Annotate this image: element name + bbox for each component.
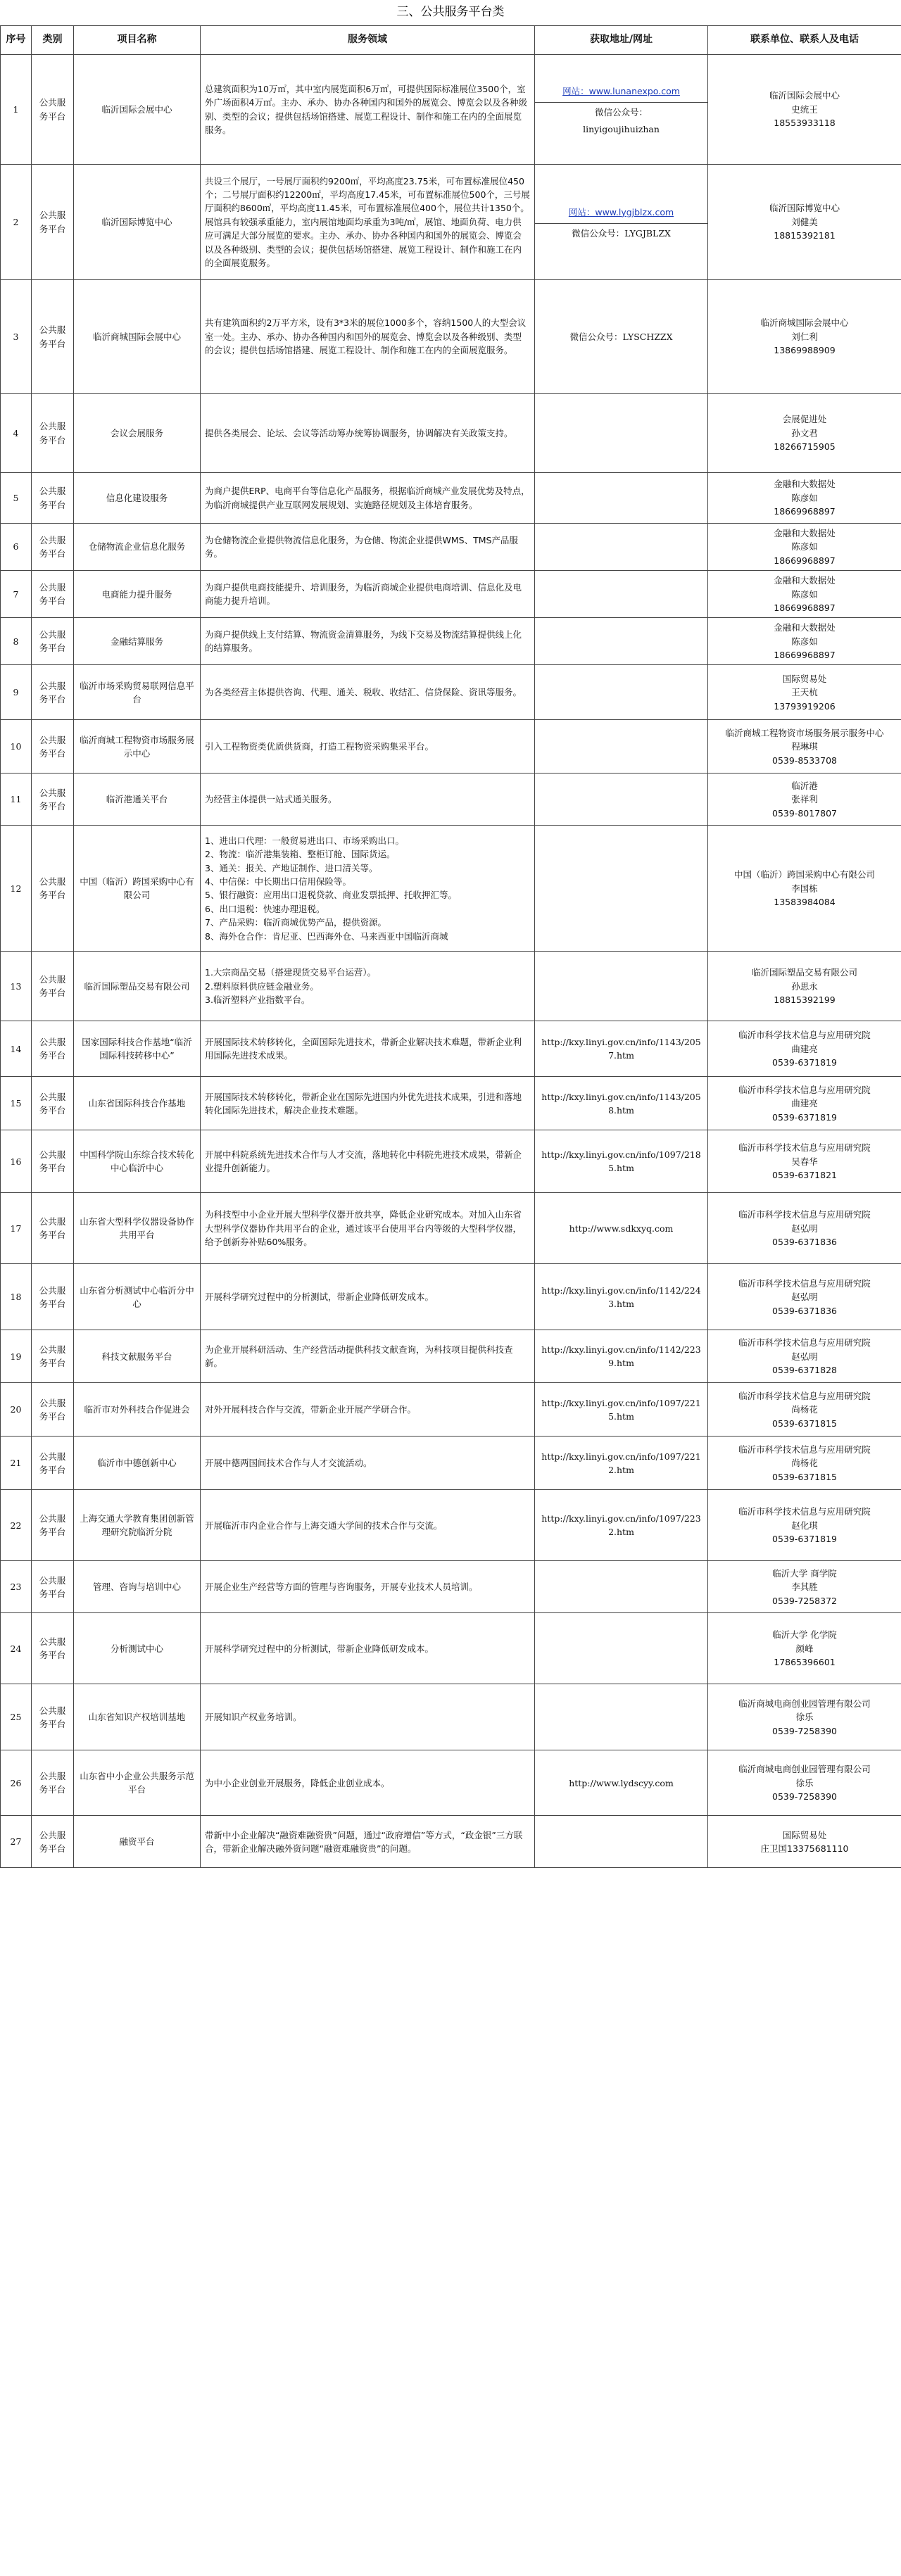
row-service-field: 开展国际技术转移转化，全面国际先进技术，带新企业解决技术难题，带新企业利用国际先进技术成果。 [201, 1021, 535, 1077]
row-category: 公共服务平台 [32, 1264, 74, 1330]
table-row [1, 618, 901, 665]
row-category: 公共服务平台 [32, 826, 74, 952]
table-row [1, 1130, 901, 1193]
row-contact: 金融和大数据处 陈彦如 18669968897 [708, 618, 901, 665]
table-row [1, 1613, 901, 1684]
wechat-account: 微信公众号：LYSCHZZX [569, 331, 673, 342]
table-row [1, 952, 901, 1021]
row-index: 4 [1, 394, 32, 473]
row-project-name: 分析测试中心 [74, 1613, 201, 1684]
row-index: 26 [1, 1750, 32, 1816]
row-project-name: 中国（临沂）跨国采购中心有限公司 [74, 826, 201, 952]
row-category: 公共服务平台 [32, 1193, 74, 1264]
row-index: 6 [1, 524, 32, 571]
row-url [535, 524, 708, 571]
row-contact: 临沂市科学技术信息与应用研究院 吴春华 0539-6371821 [708, 1130, 901, 1193]
row-category: 公共服务平台 [32, 1383, 74, 1437]
table-row [1, 1816, 901, 1868]
row-contact: 临沂国际塑品交易有限公司 孙思永 18815392199 [708, 952, 901, 1021]
row-contact: 临沂大学 商学院 李其胜 0539-7258372 [708, 1561, 901, 1613]
row-index: 16 [1, 1130, 32, 1193]
row-index: 25 [1, 1684, 32, 1750]
row-category: 公共服务平台 [32, 1021, 74, 1077]
row-service-field: 为商户提供ERP、电商平台等信息化产品服务，根据临沂商城产业发展优势及特点，为临沂商城提供产业互联网发展规划、实施路径规划及主体培育服务。 [201, 473, 535, 524]
row-url [535, 1077, 708, 1130]
header-service-field: 服务领域 [201, 26, 535, 55]
table-row [1, 280, 901, 394]
row-contact: 临沂商城电商创业园管理有限公司 徐乐 0539-7258390 [708, 1684, 901, 1750]
row-contact: 临沂市科学技术信息与应用研究院 曲建亮 0539-6371819 [708, 1021, 901, 1077]
row-project-name: 会议会展服务 [74, 394, 201, 473]
row-url [535, 774, 708, 826]
row-url [535, 720, 708, 774]
row-category: 公共服务平台 [32, 774, 74, 826]
row-url [535, 473, 708, 524]
row-project-name: 临沂市对外科技合作促进会 [74, 1383, 201, 1437]
row-category: 公共服务平台 [32, 473, 74, 524]
table-row [1, 1077, 901, 1130]
row-url [535, 1193, 708, 1264]
row-category: 公共服务平台 [32, 618, 74, 665]
row-service-field: 引入工程物资类优质供货商，打造工程物资采购集采平台。 [201, 720, 535, 774]
row-project-name: 管理、咨询与培训中心 [74, 1561, 201, 1613]
row-service-field: 为商户提供线上支付结算、物流资金清算服务，为线下交易及物流结算提供线上化的结算服务。 [201, 618, 535, 665]
row-url [535, 1330, 708, 1383]
table-row [1, 665, 901, 720]
row-category: 公共服务平台 [32, 1490, 74, 1561]
wechat-label: 微信公众号： [594, 107, 648, 118]
table-row [1, 571, 901, 618]
row-service-field: 为科技型中小企业开展大型科学仪器开放共享，降低企业研究成本。对加入山东省大型科学仪器协作共用平台的企业，通过该平台使用平台内等级的大型科学仪器，给予创新券补贴60%服务。 [201, 1193, 535, 1264]
table-row [1, 394, 901, 473]
row-contact: 临沂大学 化学院 颜峰 17865396601 [708, 1613, 901, 1684]
row-project-name: 临沂商城工程物资市场服务展示中心 [74, 720, 201, 774]
table-row [1, 165, 901, 280]
row-service-field: 开展中德两国间技术合作与人才交流活动。 [201, 1437, 535, 1490]
url-text[interactable]: http://kxy.linyi.gov.cn/info/1142/2243.htm [541, 1284, 701, 1309]
row-category: 公共服务平台 [32, 524, 74, 571]
row-index: 19 [1, 1330, 32, 1383]
row-project-name: 融资平台 [74, 1816, 201, 1868]
url-text[interactable]: http://kxy.linyi.gov.cn/info/1143/2057.htm [541, 1037, 701, 1061]
row-category: 公共服务平台 [32, 1330, 74, 1383]
row-index: 24 [1, 1613, 32, 1684]
row-category: 公共服务平台 [32, 665, 74, 720]
row-category: 公共服务平台 [32, 720, 74, 774]
row-project-name: 山东省国际科技合作基地 [74, 1077, 201, 1130]
header-project-name: 项目名称 [74, 26, 201, 55]
row-project-name: 上海交通大学教育集团创新管理研究院临沂分院 [74, 1490, 201, 1561]
table-row [1, 524, 901, 571]
row-project-name: 临沂市中德创新中心 [74, 1437, 201, 1490]
row-service-field: 开展知识产权业务培训。 [201, 1684, 535, 1750]
row-contact: 临沂市科学技术信息与应用研究院 曲建亮 0539-6371819 [708, 1077, 901, 1130]
row-index: 3 [1, 280, 32, 394]
row-category: 公共服务平台 [32, 1613, 74, 1684]
row-contact: 临沂市科学技术信息与应用研究院 赵化琪 0539-6371819 [708, 1490, 901, 1561]
table-header-row [1, 26, 901, 55]
url-text[interactable]: http://kxy.linyi.gov.cn/info/1143/2058.htm [541, 1091, 701, 1116]
row-category: 公共服务平台 [32, 1077, 74, 1130]
row-contact: 临沂商城国际会展中心 刘仁利 13869988909 [708, 280, 901, 394]
table-row [1, 1264, 901, 1330]
row-service-field: 共有建筑面积约2万平方米，设有3*3米的展位1000多个，容纳1500人的大型会议室一处。主办、承办、协办各种国内和国外的展览会、博览会以及各种级别、类型的会议；提供包括场馆搭建、展览工程设计、制作和施工在内的全面展览服务。 [201, 280, 535, 394]
row-category: 公共服务平台 [32, 165, 74, 280]
row-url [535, 1684, 708, 1750]
row-service-field: 共设三个展厅，一号展厅面积约9200㎡，平均高度23.75米，可布置标准展位450个；二号展厅面积约12200㎡，平均高度17.45米，可布置标准展位500个，三号展厅面积约8600㎡，平均高度11.45米，可布置标准展位400个，展位共计1350个。展馆具有较强承重能力，室内展馆地面均承重为3吨/㎡，展馆、地面负荷、电力供应可满足大部分展览的要求。主办、承办、协办各种国内和国外的展览会、博览会以及各种级别、类型的会议；提供包括场馆搭建、展览工程设计、制作和施工在内的全面展览服务。 [201, 165, 535, 280]
row-url [535, 1383, 708, 1437]
cell-divider [535, 102, 708, 103]
table-row [1, 720, 901, 774]
row-project-name: 仓储物流企业信息化服务 [74, 524, 201, 571]
row-index: 12 [1, 826, 32, 952]
url-text[interactable]: http://kxy.linyi.gov.cn/info/1097/2185.htm [541, 1149, 701, 1174]
row-url [535, 165, 708, 280]
row-index: 13 [1, 952, 32, 1021]
row-category: 公共服务平台 [32, 571, 74, 618]
row-url [535, 394, 708, 473]
table-row [1, 1330, 901, 1383]
wechat-account: 微信公众号：LYGJBLZX [572, 228, 671, 239]
row-project-name: 电商能力提升服务 [74, 571, 201, 618]
row-contact: 临沂港 张祥利 0539-8017807 [708, 774, 901, 826]
row-index: 23 [1, 1561, 32, 1613]
row-service-field: 对外开展科技合作与交流，带新企业开展产学研合作。 [201, 1383, 535, 1437]
row-url [535, 618, 708, 665]
url-text[interactable]: http://www.sdkxyq.com [569, 1223, 674, 1234]
row-contact: 金融和大数据处 陈彦如 18669968897 [708, 524, 901, 571]
table-row [1, 1750, 901, 1816]
row-service-field: 开展科学研究过程中的分析测试，带新企业降低研发成本。 [201, 1613, 535, 1684]
table-row [1, 1021, 901, 1077]
row-category: 公共服务平台 [32, 1561, 74, 1613]
row-url [535, 1264, 708, 1330]
row-project-name: 中国科学院山东综合技术转化中心临沂中心 [74, 1130, 201, 1193]
row-project-name: 金融结算服务 [74, 618, 201, 665]
row-contact: 临沂市科学技术信息与应用研究院 尚杨花 0539-6371815 [708, 1437, 901, 1490]
row-url [535, 280, 708, 394]
row-contact: 临沂市科学技术信息与应用研究院 赵弘明 0539-6371836 [708, 1264, 901, 1330]
row-category: 公共服务平台 [32, 394, 74, 473]
row-service-field: 开展中科院系统先进技术合作与人才交流，落地转化中科院先进技术成果，带新企业提升创新能力。 [201, 1130, 535, 1193]
row-category: 公共服务平台 [32, 952, 74, 1021]
row-url [535, 1437, 708, 1490]
table-row [1, 774, 901, 826]
row-project-name: 山东省分析测试中心临沂分中心 [74, 1264, 201, 1330]
row-contact: 中国（临沂）跨国采购中心有限公司 李国栋 13583984084 [708, 826, 901, 952]
row-contact: 临沂市科学技术信息与应用研究院 赵弘明 0539-6371828 [708, 1330, 901, 1383]
row-service-field: 为经营主体提供一站式通关服务。 [201, 774, 535, 826]
url-text[interactable]: http://www.lydscyy.com [569, 1777, 674, 1788]
row-service-field: 开展国际技术转移转化，带新企业在国际先进国内外优先进技术成果，引进和落地转化国际先进技术，解决企业技术难题。 [201, 1077, 535, 1130]
row-project-name: 信息化建设服务 [74, 473, 201, 524]
row-service-field: 开展企业生产经营等方面的管理与咨询服务，开展专业技术人员培训。 [201, 1561, 535, 1613]
row-contact: 国际贸易处 庄卫国13375681110 [708, 1816, 901, 1868]
website-link[interactable]: 网站：www.lunanexpo.com [562, 85, 680, 96]
table-row [1, 473, 901, 524]
row-service-field: 为商户提供电商技能提升、培训服务，为临沂商城企业提供电商培训、信息化及电商能力提升培训。 [201, 571, 535, 618]
table-row [1, 1561, 901, 1613]
row-project-name: 山东省大型科学仪器设备协作共用平台 [74, 1193, 201, 1264]
row-project-name: 临沂国际博览中心 [74, 165, 201, 280]
row-index: 14 [1, 1021, 32, 1077]
platform-table [0, 25, 901, 1868]
row-url [535, 1490, 708, 1561]
url-text[interactable]: http://kxy.linyi.gov.cn/info/1142/2239.htm [541, 1344, 701, 1369]
row-category: 公共服务平台 [32, 1816, 74, 1868]
row-project-name: 科技文献服务平台 [74, 1330, 201, 1383]
row-index: 10 [1, 720, 32, 774]
row-index: 15 [1, 1077, 32, 1130]
row-category: 公共服务平台 [32, 1130, 74, 1193]
row-project-name: 临沂国际塑品交易有限公司 [74, 952, 201, 1021]
row-contact: 金融和大数据处 陈彦如 18669968897 [708, 473, 901, 524]
table-row [1, 826, 901, 952]
row-service-field: 开展临沂市内企业合作与上海交通大学间的技术合作与交流。 [201, 1490, 535, 1561]
row-project-name: 临沂港通关平台 [74, 774, 201, 826]
row-index: 8 [1, 618, 32, 665]
row-category: 公共服务平台 [32, 1437, 74, 1490]
row-index: 27 [1, 1816, 32, 1868]
row-project-name: 临沂商城国际会展中心 [74, 280, 201, 394]
table-row [1, 1684, 901, 1750]
row-service-field: 提供各类展会、论坛、会议等活动筹办统筹协调服务，协调解决有关政策支持。 [201, 394, 535, 473]
row-index: 2 [1, 165, 32, 280]
table-row [1, 1437, 901, 1490]
row-url [535, 1021, 708, 1077]
table-row [1, 55, 901, 165]
row-url [535, 1561, 708, 1613]
row-service-field: 1.大宗商品交易（搭建现货交易平台运营）。 2.塑料原料供应链金融业务。 3.临沂塑料产业指数平台。 [201, 952, 535, 1021]
row-contact: 临沂国际博览中心 刘健美 18815392181 [708, 165, 901, 280]
row-url [535, 1613, 708, 1684]
row-category: 公共服务平台 [32, 55, 74, 165]
row-service-field: 为仓储物流企业提供物流信息化服务，为仓储、物流企业提供WMS、TMS产品服务。 [201, 524, 535, 571]
row-index: 1 [1, 55, 32, 165]
row-index: 20 [1, 1383, 32, 1437]
row-url [535, 665, 708, 720]
row-project-name: 山东省中小企业公共服务示范平台 [74, 1750, 201, 1816]
row-index: 22 [1, 1490, 32, 1561]
row-service-field: 开展科学研究过程中的分析测试，带新企业降低研发成本。 [201, 1264, 535, 1330]
row-contact: 临沂国际会展中心 史统王 18553933118 [708, 55, 901, 165]
row-url [535, 1130, 708, 1193]
row-project-name: 山东省知识产权培训基地 [74, 1684, 201, 1750]
row-contact: 临沂商城电商创业园管理有限公司 徐乐 0539-7258390 [708, 1750, 901, 1816]
row-url [535, 1816, 708, 1868]
row-index: 5 [1, 473, 32, 524]
row-url [535, 1750, 708, 1816]
row-index: 18 [1, 1264, 32, 1330]
row-category: 公共服务平台 [32, 1750, 74, 1816]
row-contact: 临沂市科学技术信息与应用研究院 尚杨花 0539-6371815 [708, 1383, 901, 1437]
row-index: 11 [1, 774, 32, 826]
row-contact: 临沂商城工程物资市场服务展示服务中心 程琳琪 0539-8533708 [708, 720, 901, 774]
header-url: 获取地址/网址 [535, 26, 708, 55]
row-contact: 会展促进处 孙文君 18266715905 [708, 394, 901, 473]
table-row [1, 1490, 901, 1561]
wechat-account: linyigoujihuizhan [583, 123, 660, 134]
website-link[interactable]: 网站：www.lygjblzx.com [568, 206, 674, 217]
table-row [1, 1193, 901, 1264]
row-service-field: 总建筑面积为10万㎡，其中室内展览面积6万㎡，可提供国际标准展位3500个，室外广场面积4万㎡。主办、承办、协办各种国内和国外的展览会、博览会以及各种级别、类型的会议；提供包括场馆搭建、展览工程设计、制作和施工在内的全面展览服务。 [201, 55, 535, 165]
row-url [535, 571, 708, 618]
row-index: 21 [1, 1437, 32, 1490]
row-category: 公共服务平台 [32, 1684, 74, 1750]
header-index: 序号 [1, 26, 32, 55]
row-url [535, 952, 708, 1021]
cell-divider [535, 223, 708, 224]
row-index: 17 [1, 1193, 32, 1264]
row-service-field: 带新中小企业解决“融资难融资贵”问题，通过“政府增信”等方式，“政金银”三方联合，带新企业解决融外资问题“融资难融资贵”的问题。 [201, 1816, 535, 1868]
row-category: 公共服务平台 [32, 280, 74, 394]
row-contact: 临沂市科学技术信息与应用研究院 赵弘明 0539-6371836 [708, 1193, 901, 1264]
row-index: 7 [1, 571, 32, 618]
row-project-name: 国家国际科技合作基地“临沂国际科技转移中心” [74, 1021, 201, 1077]
row-service-field: 为企业开展科研活动、生产经营活动提供科技文献查询，为科技项目提供科技查新。 [201, 1330, 535, 1383]
url-text[interactable]: http://kxy.linyi.gov.cn/info/1097/2212.htm [541, 1451, 701, 1475]
row-service-field: 为中小企业创业开展服务，降低企业创业成本。 [201, 1750, 535, 1816]
row-service-field: 为各类经营主体提供咨询、代理、通关、税收、收结汇、信贷保险、资讯等服务。 [201, 665, 535, 720]
row-index: 9 [1, 665, 32, 720]
header-contact: 联系单位、联系人及电话 [708, 26, 901, 55]
row-project-name: 临沂国际会展中心 [74, 55, 201, 165]
header-category: 类别 [32, 26, 74, 55]
url-text[interactable]: http://kxy.linyi.gov.cn/info/1097/2215.htm [541, 1397, 701, 1422]
row-service-field: 1、进出口代理：一般贸易进出口、市场采购出口。 2、物流：临沂港集装箱、整柜订舱、国际货运。 3、通关：报关、产地证制作、进口清关等。 4、中信保：中长期出口信用保险等。 5、银行融资：应用出口退税贷款、商业发票抵押、托收押汇等。 6、出口退税：快速办理退税。 7、产品采购：临沂商城优势产品，提供资源。 8、海外仓合作：肯尼亚、巴西海外仓、马来西亚中国临沂商城 [201, 826, 535, 952]
row-url [535, 826, 708, 952]
row-contact: 金融和大数据处 陈彦如 18669968897 [708, 571, 901, 618]
row-project-name: 临沂市场采购贸易联网信息平台 [74, 665, 201, 720]
row-url [535, 55, 708, 165]
table-title: 三、公共服务平台类 [396, 5, 505, 19]
table-row [1, 1383, 901, 1437]
row-contact: 国际贸易处 王天杭 13793919206 [708, 665, 901, 720]
url-text[interactable]: http://kxy.linyi.gov.cn/info/1097/2232.htm [541, 1513, 701, 1538]
